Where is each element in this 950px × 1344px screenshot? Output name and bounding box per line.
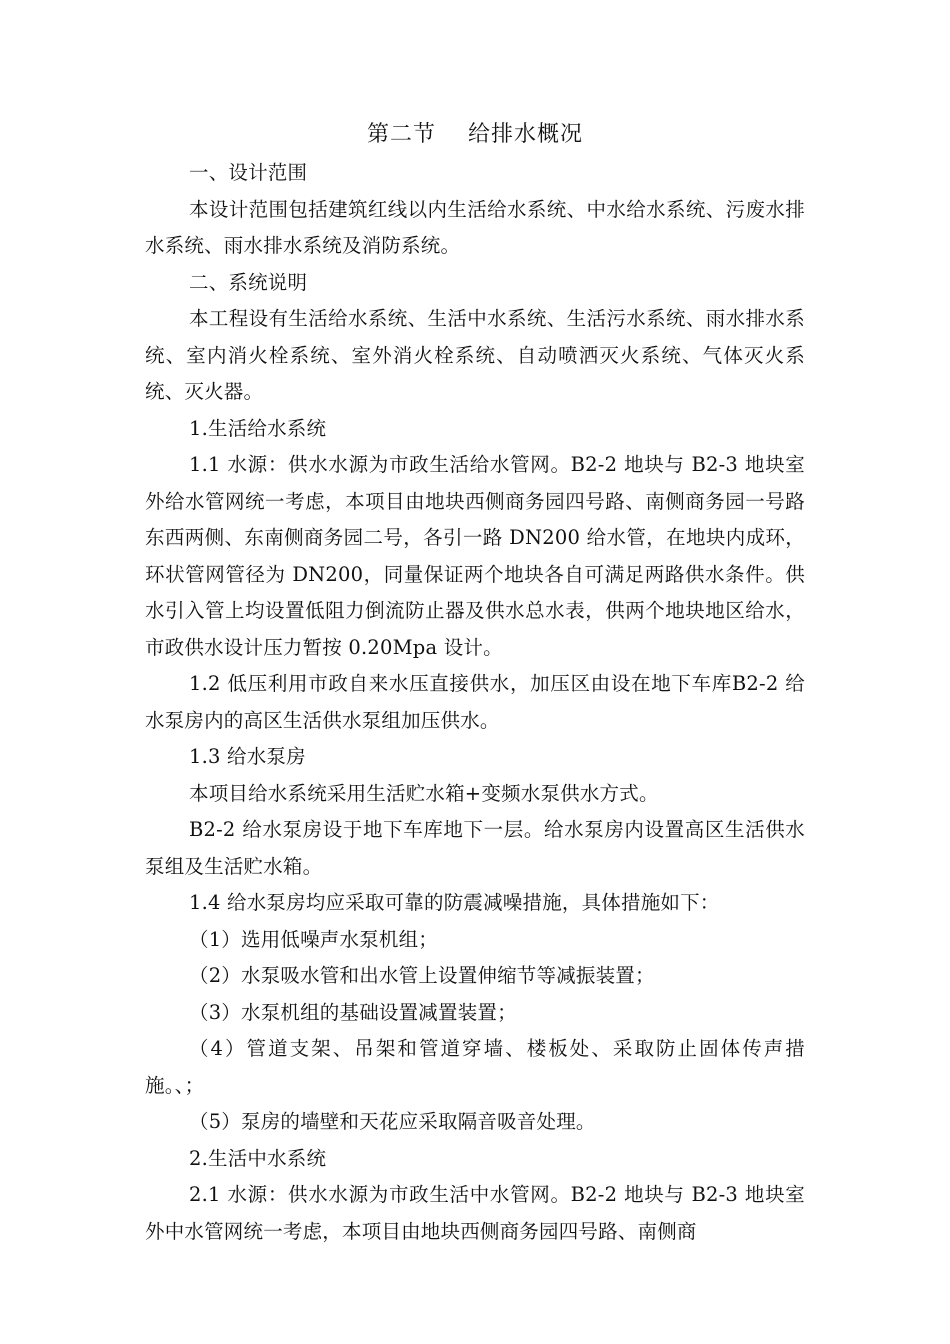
paragraph-reclaimed-water-source: 2.1 水源：供水水源为市政生活中水管网。B2-2 地块与 B2-3 地块室外中水管网统一考虑，本项目由地块西侧商务园四号路、南侧商 <box>145 1183 805 1243</box>
heading-system-description: 二、系统说明 <box>189 270 308 294</box>
paragraph-noise-measures: 1.4 给水泵房均应采取可靠的防震减噪措施，具体措施如下： <box>189 891 720 914</box>
heading-reclaimed-water-system: 2.生活中水系统 <box>189 1146 327 1170</box>
paragraph-pressure-zones: 1.2 低压利用市政自来水压直接供水，加压区由设在地下车库B2-2 给水泵房内的高区生活供水泵组加压供水。 <box>145 672 805 732</box>
list-item-4: （4）管道支架、吊架和管道穿墙、楼板处、采取防止固体传声措施。、； <box>145 1037 805 1097</box>
paragraph-water-source: 1.1 水源：供水水源为市政生活给水管网。B2-2 地块与 B2-3 地块室外给水管网统一考虑，本项目由地块西侧商务园四号路、南侧商务园一号路东西两侧、东南侧商务园二号，各引一路 DN200 给水管，在地块内成环，环状管网管径为 DN200，同量保证两个地块各自可满足两路供水条件。供水引入管上均设置低阻力倒流防止器及供水总水表，供两个地块地区给水，市政供水设计压力暂按 0.20Mpa 设计。 <box>145 453 805 659</box>
paragraph-system-list: 本工程设有生活给水系统、生活中水系统、生活污水系统、雨水排水系统、室内消火栓系统、室外消火栓系统、自动喷洒灭火系统、气体灭火系统、灭火器。 <box>145 307 805 403</box>
list-item-2: （2）水泵吸水管和出水管上设置伸缩节等减振装置； <box>189 964 655 987</box>
heading-design-scope: 一、设计范围 <box>189 161 308 184</box>
list-item-5: （5）泵房的墙壁和天花应采取隔音吸音处理。 <box>189 1110 596 1133</box>
list-item-1: （1）选用低噪声水泵机组； <box>189 927 439 951</box>
section-title: 第二节 给排水概况 <box>367 122 583 147</box>
list-item-3: （3）水泵机组的基础设置减置装置； <box>189 1000 517 1024</box>
paragraph-design-scope: 本设计范围包括建筑红线以内生活给水系统、中水给水系统、污废水排水系统、雨水排水系统及消防系统。 <box>145 197 805 257</box>
heading-pump-room: 1.3 给水泵房 <box>189 745 306 768</box>
paragraph-supply-method: 本项目给水系统采用生活贮水箱+变频水泵供水方式。 <box>189 781 659 805</box>
heading-water-supply-system: 1.生活给水系统 <box>189 416 327 440</box>
paragraph-pump-room-location: B2-2 给水泵房设于地下车库地下一层。给水泵房内设置高区生活供水泵组及生活贮水箱。 <box>145 818 805 878</box>
document-page <box>145 115 805 1250</box>
